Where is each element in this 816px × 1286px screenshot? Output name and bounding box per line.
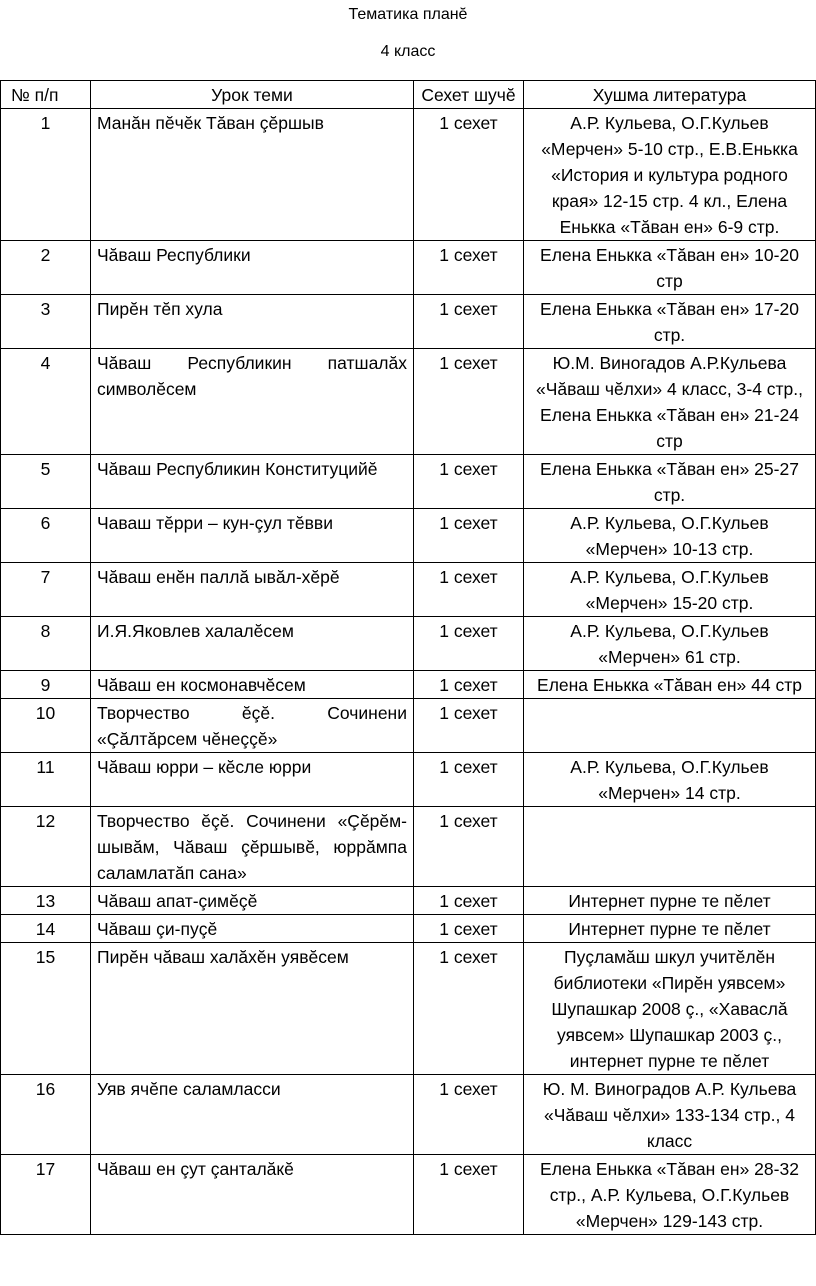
row-number: 1 bbox=[1, 109, 91, 241]
row-hours: 1 сехет bbox=[414, 1075, 524, 1155]
row-number: 7 bbox=[1, 563, 91, 617]
row-literature: А.Р. Кульева, О.Г.Кульев «Мерчен» 61 стр. bbox=[524, 617, 816, 671]
row-topic: Чăваш çи-пуçĕ bbox=[91, 915, 414, 943]
row-literature: Интернет пурне те пĕлет bbox=[524, 887, 816, 915]
row-literature: Елена Енькка «Тăван ен» 10-20 стр bbox=[524, 241, 816, 295]
row-number: 6 bbox=[1, 509, 91, 563]
row-number: 9 bbox=[1, 671, 91, 699]
row-topic: Чăваш апат-çимĕçĕ bbox=[91, 887, 414, 915]
document-title: Тематика планĕ bbox=[348, 6, 468, 23]
row-topic: Пирĕн тĕп хула bbox=[91, 295, 414, 349]
row-literature: А.Р. Кульева, О.Г.Кульев «Мерчен» 15-20 стр. bbox=[524, 563, 816, 617]
row-hours: 1 сехет bbox=[414, 563, 524, 617]
table-header-row bbox=[1, 81, 816, 109]
table-row bbox=[1, 563, 816, 617]
row-literature: Елена Енькка «Тăван ен» 44 стр bbox=[524, 671, 816, 699]
header-hours: Сехет шучĕ bbox=[414, 81, 524, 109]
row-hours: 1 сехет bbox=[414, 807, 524, 887]
row-number: 14 bbox=[1, 915, 91, 943]
row-literature: А.Р. Кульева, О.Г.Кульев «Мерчен» 14 стр. bbox=[524, 753, 816, 807]
row-number: 12 bbox=[1, 807, 91, 887]
row-number: 2 bbox=[1, 241, 91, 295]
row-literature: Пуçламăш шкул учитĕлĕн библиотеки «Пирĕн уявсем» Шупашкар 2008 ç., «Хаваслă уявсем» Шупашкар 2003 ç., интернет пурне те пĕлет bbox=[524, 943, 816, 1075]
table-row bbox=[1, 943, 816, 1075]
row-number: 11 bbox=[1, 753, 91, 807]
row-topic: Чăваш Республикин Конституцийĕ bbox=[91, 455, 414, 509]
row-literature: Елена Енькка «Тăван ен» 25-27 стр. bbox=[524, 455, 816, 509]
table-row bbox=[1, 1155, 816, 1235]
row-hours: 1 сехет bbox=[414, 509, 524, 563]
table-row bbox=[1, 617, 816, 671]
row-number: 8 bbox=[1, 617, 91, 671]
row-literature: Ю.М. Виногадов А.Р.Кульева «Чăваш чĕлхи» 4 класс, 3-4 стр., Елена Енькка «Тăван ен» 21-24 стр bbox=[524, 349, 816, 455]
row-number: 16 bbox=[1, 1075, 91, 1155]
table-row bbox=[1, 109, 816, 241]
row-topic: Уяв ячĕпе саламласси bbox=[91, 1075, 414, 1155]
row-literature: А.Р. Кульева, О.Г.Кульев «Мерчен» 10-13 стр. bbox=[524, 509, 816, 563]
table-row bbox=[1, 455, 816, 509]
table-row bbox=[1, 509, 816, 563]
row-topic: Творчество ĕçĕ. Сочинени «Çăлтăрсем чĕнеççĕ» bbox=[91, 699, 414, 753]
row-hours: 1 сехет bbox=[414, 753, 524, 807]
table-row bbox=[1, 295, 816, 349]
row-number: 3 bbox=[1, 295, 91, 349]
row-literature: Елена Енькка «Тăван ен» 17-20 стр. bbox=[524, 295, 816, 349]
row-literature: Елена Енькка «Тăван ен» 28-32 стр., А.Р. Кульева, О.Г.Кульев «Мерчен» 129-143 стр. bbox=[524, 1155, 816, 1235]
row-topic: Чăваш ен космонавчĕсем bbox=[91, 671, 414, 699]
table-row bbox=[1, 807, 816, 887]
table-row bbox=[1, 1075, 816, 1155]
row-hours: 1 сехет bbox=[414, 699, 524, 753]
row-hours: 1 сехет bbox=[414, 109, 524, 241]
row-number: 5 bbox=[1, 455, 91, 509]
header-topic: Урок теми bbox=[91, 81, 414, 109]
table-row bbox=[1, 241, 816, 295]
row-number: 17 bbox=[1, 1155, 91, 1235]
table-row bbox=[1, 699, 816, 753]
row-topic: Пирĕн чăваш халăхĕн уявĕсем bbox=[91, 943, 414, 1075]
row-hours: 1 сехет bbox=[414, 455, 524, 509]
row-literature: Интернет пурне те пĕлет bbox=[524, 915, 816, 943]
row-literature bbox=[524, 807, 816, 887]
row-topic: Чăваш енĕн паллă ывăл-хĕрĕ bbox=[91, 563, 414, 617]
row-hours: 1 сехет bbox=[414, 915, 524, 943]
row-literature: Ю. М. Виноградов А.Р. Кульева «Чăваш чĕлхи» 133-134 стр., 4 класс bbox=[524, 1075, 816, 1155]
row-topic: Чăваш Республики bbox=[91, 241, 414, 295]
row-literature: А.Р. Кульева, О.Г.Кульев «Мерчен» 5-10 стр., Е.В.Енькка «История и культура родного края» 12-15 стр. 4 кл., Елена Енькка «Тăван ен» 6-9 стр. bbox=[524, 109, 816, 241]
table-row bbox=[1, 349, 816, 455]
row-hours: 1 сехет bbox=[414, 295, 524, 349]
document-subtitle: 4 класс bbox=[380, 43, 436, 60]
header-literature: Хушма литература bbox=[524, 81, 816, 109]
row-topic: Чăваш юрри – кĕсле юрри bbox=[91, 753, 414, 807]
row-topic: Творчество ĕçĕ. Сочинени «Çĕрĕм-шывăм, Чăваш çĕршывĕ, юррăмпа саламлатăп сана» bbox=[91, 807, 414, 887]
row-hours: 1 сехет bbox=[414, 617, 524, 671]
row-hours: 1 сехет bbox=[414, 943, 524, 1075]
row-number: 15 bbox=[1, 943, 91, 1075]
table-row bbox=[1, 915, 816, 943]
row-hours: 1 сехет bbox=[414, 241, 524, 295]
row-topic: Чаваш тĕрри – кун-çул тĕвви bbox=[91, 509, 414, 563]
table-row bbox=[1, 887, 816, 915]
row-topic: Манăн пĕчĕк Тăван çĕршыв bbox=[91, 109, 414, 241]
row-hours: 1 сехет bbox=[414, 887, 524, 915]
row-number: 10 bbox=[1, 699, 91, 753]
header-number: № п/п bbox=[1, 81, 91, 109]
lesson-plan-table bbox=[0, 80, 816, 1235]
row-topic: И.Я.Яковлев халалĕсем bbox=[91, 617, 414, 671]
table-row bbox=[1, 753, 816, 807]
row-topic: Чăваш Республикин патшалăх символĕсем bbox=[91, 349, 414, 455]
row-hours: 1 сехет bbox=[414, 671, 524, 699]
row-number: 4 bbox=[1, 349, 91, 455]
row-literature bbox=[524, 699, 816, 753]
row-number: 13 bbox=[1, 887, 91, 915]
row-hours: 1 сехет bbox=[414, 349, 524, 455]
table-row bbox=[1, 671, 816, 699]
row-topic: Чăваш ен çут çанталăкĕ bbox=[91, 1155, 414, 1235]
row-hours: 1 сехет bbox=[414, 1155, 524, 1235]
